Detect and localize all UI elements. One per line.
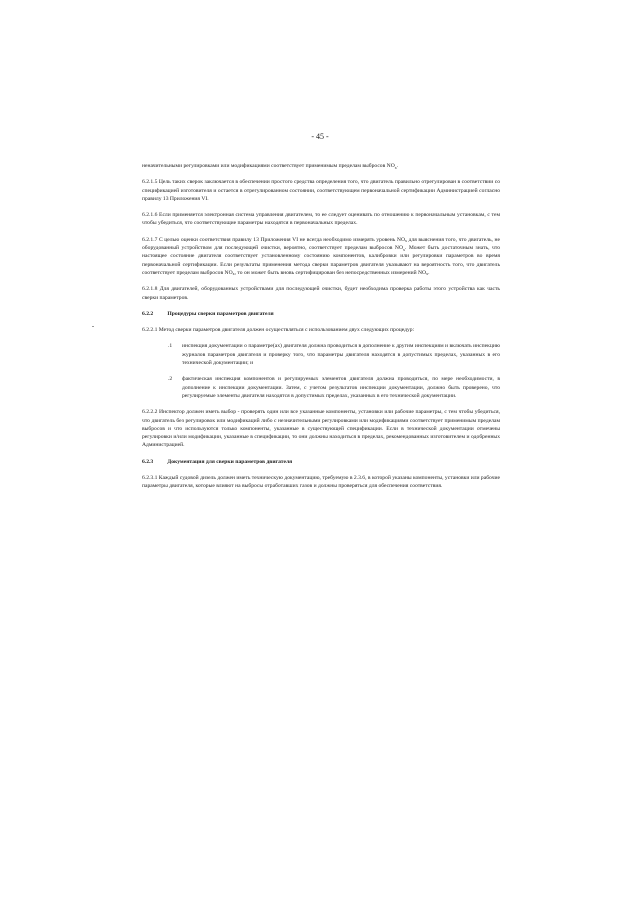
paragraph-6-2-1-5: 6.2.1.5 Цель таких сверок заключается в обеспечении простого средства определения того, что двигатель правильно отрегулирован в соответствии со спецификацией изготовителя и остается в отрегулированном состоянии, соответствующем первоначальной сертификации Администрацией согласно правилу 13 Приложения VI. [142,179,500,202]
list-item [142,375,500,400]
list-item [142,342,500,367]
list-item-number: .2 [168,376,173,383]
paragraph-6-2-1-6: 6.2.1.6 Если применяется электронная система управления двигателем, то ее следует оценивать по отношению к первоначальным установкам, с тем чтобы убедиться, что соответствующие параметры находятся в первоначальных пределах. [142,212,500,227]
margin-mark [92,326,94,327]
page-number: - 45 - [311,132,329,141]
heading-6-2-3 [142,458,500,466]
continuation-paragraph: неначительными регулировками или модификациями соответствует применимым пределам выбросов $NO_x$. [142,163,399,170]
heading-title: Документация для сверки параметров двигателя [167,458,293,465]
heading-number: 6.2.2 [142,310,154,317]
text-column [142,162,500,499]
paragraph-6-2-1-7: 6.2.1.7 С целью оценки соответствия правилу 13 Приложения VI не всегда необходимо измерять уровень $NO_x$ для выяснения того, что двигатель, не оборудованный устройством для последующей очистки, вероятно, соответствует пределам выбросов $NO_x$. Может быть достаточным знать, что настоящее состояние двигателя соответствует установленному состоянию компонентов, калибровки или регулировки параметров во время первоначальной сертификации. Если результаты применения метода сверки параметров двигателя указывают на вероятность того, что двигатель соответствует пределам выбросов $NO_x$, то он может быть вновь сертифицирован без непосредственных измерений $NO_x$. [142,236,500,277]
paragraph-6-2-2-2: 6.2.2.2 Инспектор должен иметь выбор - проверять один или все указанные компоненты, установки или рабочие параметры, с тем чтобы убедиться, что двигатель без регулировок или модификаций либо с незначительными регулировками или модификациями соответствует применимым пределам выбросов и что используются только компоненты, указанные в существующей спецификации. Если в технической документации отмечены регулировки и/или модификации, указанные в спецификации, то они должны находиться в пределах, рекомендованных изготовителем и одобренных Администрацией. [142,409,500,449]
list-item-text: фактическая инспекция компонентов и регулируемых элементов двигателя должна проводиться, по мере необходимости, в дополнение к инспекции документации. Затем, с учетом результатов инспекции документации, должно быть проверено, что регулируемые элементы двигателя находятся в допустимых пределах, указанных в его технической документации. [182,376,500,399]
list-item-text: инспекция документации о параметре(ах) двигателя должна проводиться в дополнение к другим инспекциям и включать инспекцию журналов параметров двигателя и проверку того, что параметры двигателя находятся в допустимых пределах, указанных в его технической документации; и [182,343,500,367]
heading-6-2-2 [142,310,500,318]
paragraph-6-2-2-1: 6.2.2.1 Метод сверки параметров двигателя должен осуществляться с использованием двух следующих процедур: [142,327,415,334]
heading-title: Процедуры сверки параметров двигателя [167,310,274,317]
paragraph-6-2-1-8: 6.2.1.8 Для двигателей, оборудованных устройствами для последующей очистки, будет необходима проверка работы этого устройства как часть сверки параметров. [142,286,500,301]
paragraph-6-2-3-1: 6.2.3.1 Каждый судовой дизель должен иметь техническую документацию, требуемую в 2.3.6, в которой указаны компоненты, установки или рабочие параметры двигателя, которые влияют на выбросы отработавших газов и должны проверяться для обеспечения соответствия. [142,475,500,490]
heading-number: 6.2.3 [142,458,154,465]
list-item-number: .1 [168,343,173,350]
